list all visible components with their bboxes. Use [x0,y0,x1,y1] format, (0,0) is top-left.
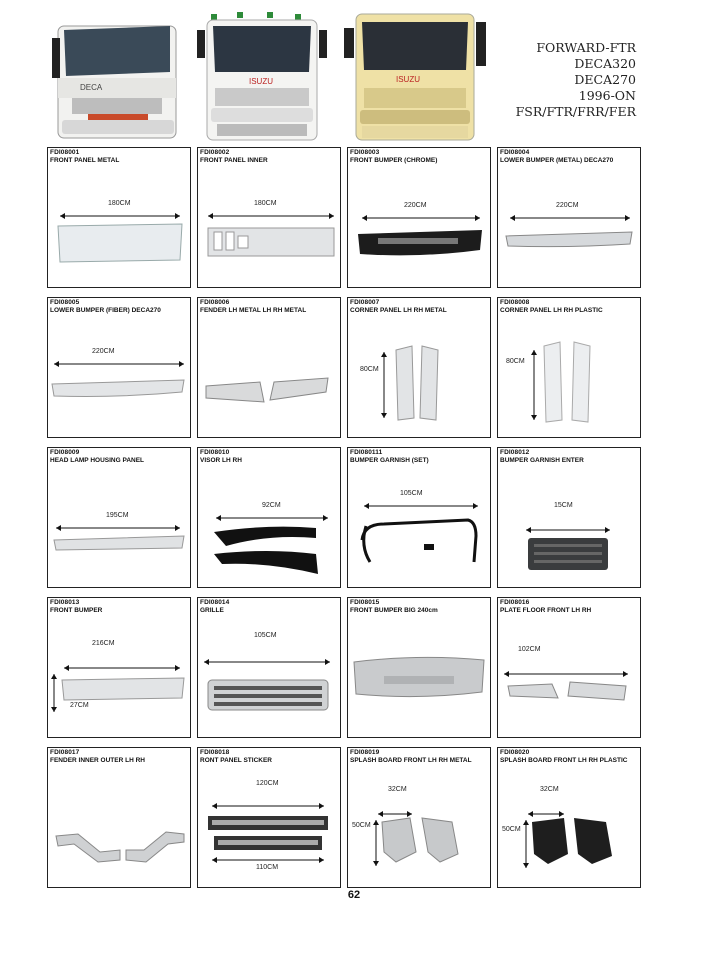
dimension-label: 50CM [502,826,521,833]
product-card [47,447,191,588]
model-line: FSR/FTR/FRR/FER [515,104,636,119]
product-card [347,297,491,438]
product-code: FDI08013 [50,599,80,606]
product-code: FDI08001 [50,149,80,156]
product-image [498,166,639,286]
product-card [497,747,641,888]
truck-photo-white-front [197,8,327,146]
dimension-label: 120CM [256,780,279,787]
dimension-label: 32CM [388,786,407,793]
product-code: FDI080111 [350,449,383,456]
model-title-block [516,40,636,120]
model-line: FORWARD-FTR [536,40,636,55]
product-code: FDI08020 [500,749,530,756]
product-name: VISOR LH RH [200,457,242,464]
dimension-label: 105CM [400,490,423,497]
truck-photo-yellow-front [344,8,504,146]
product-image [48,616,189,736]
product-code: FDI08012 [500,449,530,456]
product-card [497,297,641,438]
dimension-label: 80CM [360,366,379,373]
product-name: SPLASH BOARD FRONT LH RH METAL [350,757,472,764]
product-code: FDI08005 [50,299,80,306]
dimension-label: 180CM [108,200,131,207]
product-code: FDI08010 [200,449,230,456]
product-name: BUMPER GARNISH ENTER [500,457,584,464]
product-name: PLATE FLOOR FRONT LH RH [500,607,592,614]
product-code: FDI08015 [350,599,380,606]
truck-photo-white-side [52,8,184,146]
product-code: FDI08014 [200,599,230,606]
product-name: FENDER INNER OUTER LH RH [50,757,145,764]
product-name: RONT PANEL STICKER [200,757,272,764]
product-image [348,616,489,736]
product-image [198,166,339,286]
dimension-label: 15CM [554,502,573,509]
product-name: CORNER PANEL LH RH PLASTIC [500,307,603,314]
product-code: FDI08003 [350,149,380,156]
dimension-label: 80CM [506,358,525,365]
product-code: FDI08018 [200,749,230,756]
product-name: CORNER PANEL LH RH METAL [350,307,447,314]
product-name: BUMPER GARNISH (SET) [350,457,429,464]
product-image [348,466,489,586]
dimension-label: 105CM [254,632,277,639]
product-image [48,466,189,586]
product-card [497,447,641,588]
product-card [47,747,191,888]
product-code: FDI08016 [500,599,530,606]
product-code: FDI08017 [50,749,80,756]
dimension-label: 102CM [518,646,541,653]
product-code: FDI08006 [200,299,230,306]
product-code: FDI08009 [50,449,80,456]
product-image [348,316,489,436]
dimension-label: 220CM [556,202,579,209]
truck-badge-1: DECA [80,83,103,92]
product-image [498,316,639,436]
product-code: FDI08007 [350,299,380,306]
product-name: LOWER BUMPER (FIBER) DECA270 [50,307,161,314]
product-grid [47,147,644,888]
truck-badge-3: ISUZU [396,75,420,84]
dimension-label: 50CM [352,822,371,829]
model-line: 1996-ON [578,88,636,103]
product-name: FENDER LH METAL LH RH METAL [200,307,307,314]
model-line: DECA320 [574,56,636,71]
product-image [198,466,339,586]
product-name: SPLASH BOARD FRONT LH RH PLASTIC [500,757,628,764]
product-code: FDI08008 [500,299,530,306]
product-card [497,147,641,288]
product-card [497,597,641,738]
product-card [197,597,341,738]
product-card [197,147,341,288]
dimension-label: 110CM [256,864,279,871]
product-code: FDI08019 [350,749,380,756]
product-card [197,747,341,888]
dimension-label: 195CM [106,512,129,519]
truck-badge-2: ISUZU [249,77,273,86]
product-card [347,747,491,888]
product-card [47,297,191,438]
product-name: FRONT BUMPER [50,607,103,614]
product-card [347,447,491,588]
product-name: FRONT BUMPER (CHROME) [350,157,438,164]
product-card [197,447,341,588]
product-image [198,316,339,436]
product-image [48,316,189,436]
product-card [197,297,341,438]
product-name: FRONT BUMPER BIG 240cm [350,607,438,614]
product-image [48,166,189,286]
product-card [347,147,491,288]
dimension-label: 220CM [92,348,115,355]
dimension-label: 27CM [70,702,89,709]
dimension-label: 92CM [262,502,281,509]
product-name: FRONT PANEL INNER [200,157,268,164]
page-number: 62 [347,889,361,901]
dimension-label: 180CM [254,200,277,207]
product-code: FDI08004 [500,149,530,156]
dimension-label: 32CM [540,786,559,793]
dimension-label: 216CM [92,640,115,647]
product-name: GRILLE [200,607,224,614]
product-image [48,766,189,886]
truck-photos [52,8,502,148]
product-image [498,616,639,736]
product-card [347,597,491,738]
product-code: FDI08002 [200,149,230,156]
product-name: FRONT PANEL METAL [50,157,120,164]
dimension-label: 220CM [404,202,427,209]
model-line: DECA270 [574,72,636,87]
product-name: LOWER BUMPER (METAL) DECA270 [500,157,614,164]
product-image [348,166,489,286]
product-card [47,147,191,288]
product-name: HEAD LAMP HOUSING PANEL [50,457,145,464]
product-card [47,597,191,738]
product-image [498,466,639,586]
